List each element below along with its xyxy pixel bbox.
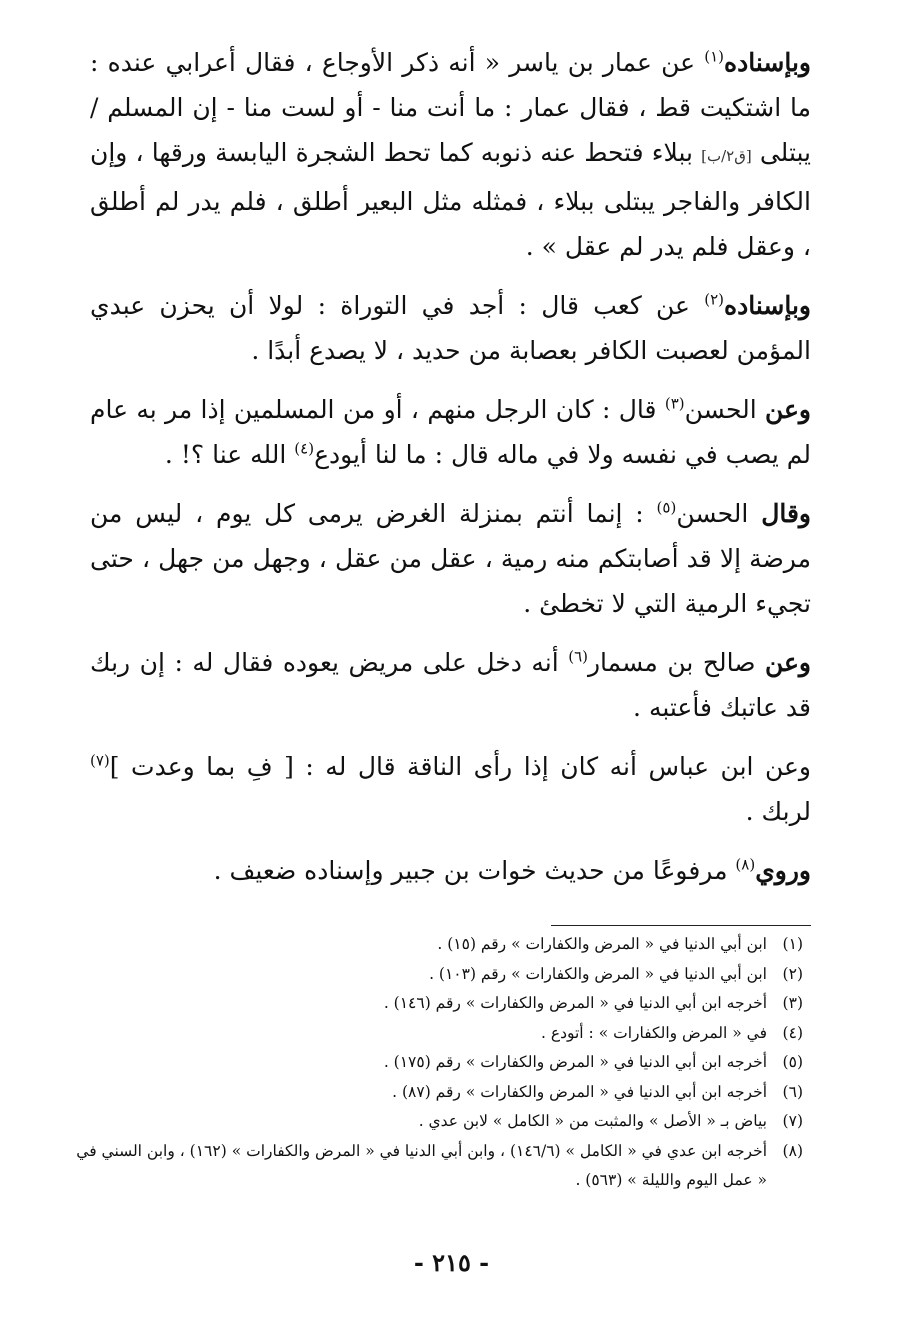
paragraph-5 [90, 640, 811, 730]
paragraph-name: وعن ابن عباس أنه كان إذا رأى الناقة قال له : [ فِ بما وعدت ] [109, 752, 811, 781]
paragraph-3 [90, 387, 811, 477]
paragraph-lead: وبإسناده [724, 291, 811, 320]
page-number: - ٢١٥ - [413, 1248, 490, 1277]
main-text [90, 40, 811, 907]
manuscript-folio-note: [ق٢/ب] [701, 147, 752, 165]
footnote-ref[interactable]: (١) [704, 47, 724, 66]
paragraph-text-cont: الله عنا ؟! . [164, 440, 295, 469]
paragraph-2 [90, 283, 811, 373]
footnote-ref[interactable]: (٢) [704, 290, 724, 309]
paragraph-text: لربك . [745, 797, 811, 826]
footnote-separator [551, 925, 811, 926]
paragraph-name: الحسن [684, 395, 765, 424]
footnote-item [70, 989, 803, 1019]
footnote-ref[interactable]: (٥) [656, 498, 677, 517]
footnote-text: بياض بـ « الأصل » والمثبت من « الكامل » لابن عدي . [418, 1112, 767, 1130]
paragraph-1 [90, 40, 811, 269]
footnote-text: ابن أبي الدنيا في « المرض والكفارات » رقم (١٥) . [437, 935, 767, 953]
paragraph-text: قال : كان الرجل منهم ، أو من المسلمين إذا مر به عام لم يصب في نفسه ولا في ماله قال : ما لنا أيودع [90, 395, 811, 469]
footnote-number: (٤) [782, 1023, 803, 1042]
paragraph-text: مرفوعًا من حديث خوات بن جبير وإسناده ضعيف . [213, 856, 736, 885]
paragraph-text: عن عمار بن ياسر « أنه ذكر الأوجاع ، فقال أعرابي عنده : ما اشتكيت قط ، فقال عمار : ما أنت منا - أو لست منا - إن المسلم / يبتلى [90, 48, 812, 167]
paragraph-text: عن كعب قال : أجد في التوراة : لولا أن يحزن عبدي المؤمن لعصبت الكافر بعصابة من حديد ، لا يصدع أبدًا . [90, 291, 811, 365]
footnote-number: (٣) [782, 994, 803, 1012]
paragraph-text: أنه دخل على مريض يعوده فقال له : إن ربك قد عاتبك فأعتبه . [90, 648, 811, 722]
footnote-item [70, 1078, 803, 1108]
paragraph-lead: وروي [755, 856, 811, 885]
footnote-ref[interactable]: (٦) [568, 647, 588, 666]
footnote-item [70, 1048, 803, 1078]
footnote-number: (٧) [782, 1112, 803, 1130]
paragraph-lead: وقال [761, 499, 811, 528]
footnote-ref[interactable]: (٤) [294, 439, 315, 458]
footnote-number: (٢) [782, 964, 803, 983]
paragraph-lead: وعن [764, 648, 811, 677]
footnote-item [70, 1107, 803, 1137]
footnote-item [70, 930, 803, 960]
paragraph-lead: وبإسناده [724, 48, 811, 77]
footnote-text: أخرجه ابن أبي الدنيا في « المرض والكفارات » رقم (١٧٥) . [383, 1053, 767, 1071]
footnote-text: أخرجه ابن أبي الدنيا في « المرض والكفارات » رقم (٨٧) . [392, 1082, 767, 1101]
footnote-number: (٨) [782, 1141, 803, 1160]
footnote-ref[interactable]: (٨) [735, 855, 756, 874]
paragraph-7 [90, 848, 811, 893]
paragraph-4 [90, 491, 811, 626]
paragraph-6 [90, 744, 811, 834]
footnote-ref[interactable]: (٣) [664, 394, 685, 413]
footnote-text: أخرجه ابن عدي في « الكامل » (١٤٦/٦) ، وابن أبي الدنيا في « المرض والكفارات » (١٦٢) ، وابن السني في « عمل اليوم والليلة » (٥٦٣) . [76, 1141, 767, 1189]
footnote-text: في « المرض والكفارات » : أتودع . [540, 1023, 767, 1042]
paragraph-name: صالح بن مسمار [587, 648, 765, 677]
footnote-text: أخرجه ابن أبي الدنيا في « المرض والكفارات » رقم (١٤٦) . [383, 994, 767, 1012]
footnotes-list [70, 930, 803, 1196]
footnote-ref[interactable]: (٧) [90, 751, 110, 770]
footnote-number: (١) [782, 935, 803, 953]
footnote-item [70, 1137, 803, 1196]
footnote-number: (٥) [782, 1053, 803, 1071]
footnote-text: ابن أبي الدنيا في « المرض والكفارات » رقم (١٠٣) . [429, 964, 767, 983]
paragraph-text: : إنما أنتم بمنزلة الغرض يرمى كل يوم ، ليس من مرضة إلا قد أصابتكم منه رمية ، عقل من عقل ، وجهل من جهل ، حتى تجيء الرمية التي لا تخطئ . [90, 499, 811, 618]
paragraph-name: الحسن [676, 499, 762, 528]
footnote-item [70, 1019, 803, 1049]
paragraph-text-cont: ببلاء فتحط عنه ذنوبه كما تحط الشجرة اليابسة ورقها ، وإن الكافر والفاجر يبتلى ببلاء ، فمثله مثل البعير أطلق ، فلم يدر لم أطلق ، وعقل فلم يدر لم عقل » . [90, 138, 811, 261]
paragraph-lead: وعن [764, 395, 811, 424]
footnote-number: (٦) [782, 1082, 803, 1101]
footnote-item [70, 960, 803, 990]
